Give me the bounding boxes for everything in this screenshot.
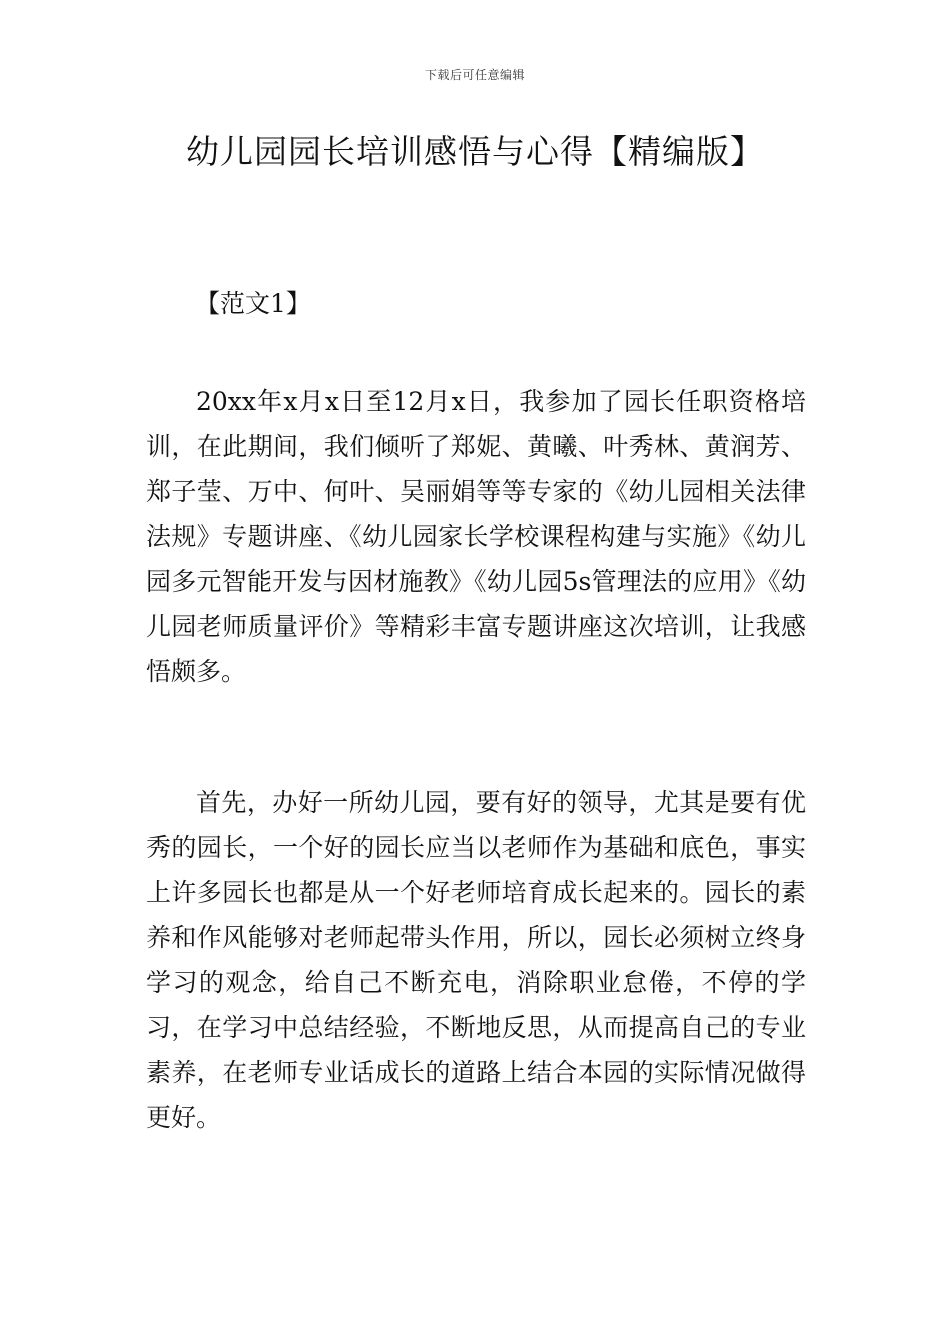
body-paragraph-1: 20xx年x月x日至12月x日，我参加了园长任职资格培训，在此期间，我们倾听了郑妮、黄曦、叶秀林、黄润芳、郑子莹、万中、何叶、吴丽娟等等专家的《幼儿园相关法律法规》专题讲座、《幼儿园家长学校课程构建与实施》《幼儿园多元智能开发与因材施教》《幼儿园5s管理法的应用》《幼儿园老师质量评价》等精彩丰富专题讲座这次培训，让我感悟颇多。 <box>146 387 806 686</box>
section-label: 【范文1】 <box>195 289 311 318</box>
document-title: 幼儿园园长培训感悟与心得【精编版】 <box>186 132 764 171</box>
body-paragraph-2: 首先，办好一所幼儿园，要有好的领导，尤其是要有优秀的园长，一个好的园长应当以老师作为基础和底色，事实上许多园长也都是从一个好老师培育成长起来的。园长的素养和作风能够对老师起带头作用，所以，园长必须树立终身学习的观念，给自己不断充电，消除职业怠倦，不停的学习，在学习中总结经验，不断地反思，从而提高自己的专业素养，在老师专业话成长的道路上结合本园的实际情况做得更好。 <box>146 788 806 1132</box>
header-note: 下载后可任意编辑 <box>424 68 525 82</box>
